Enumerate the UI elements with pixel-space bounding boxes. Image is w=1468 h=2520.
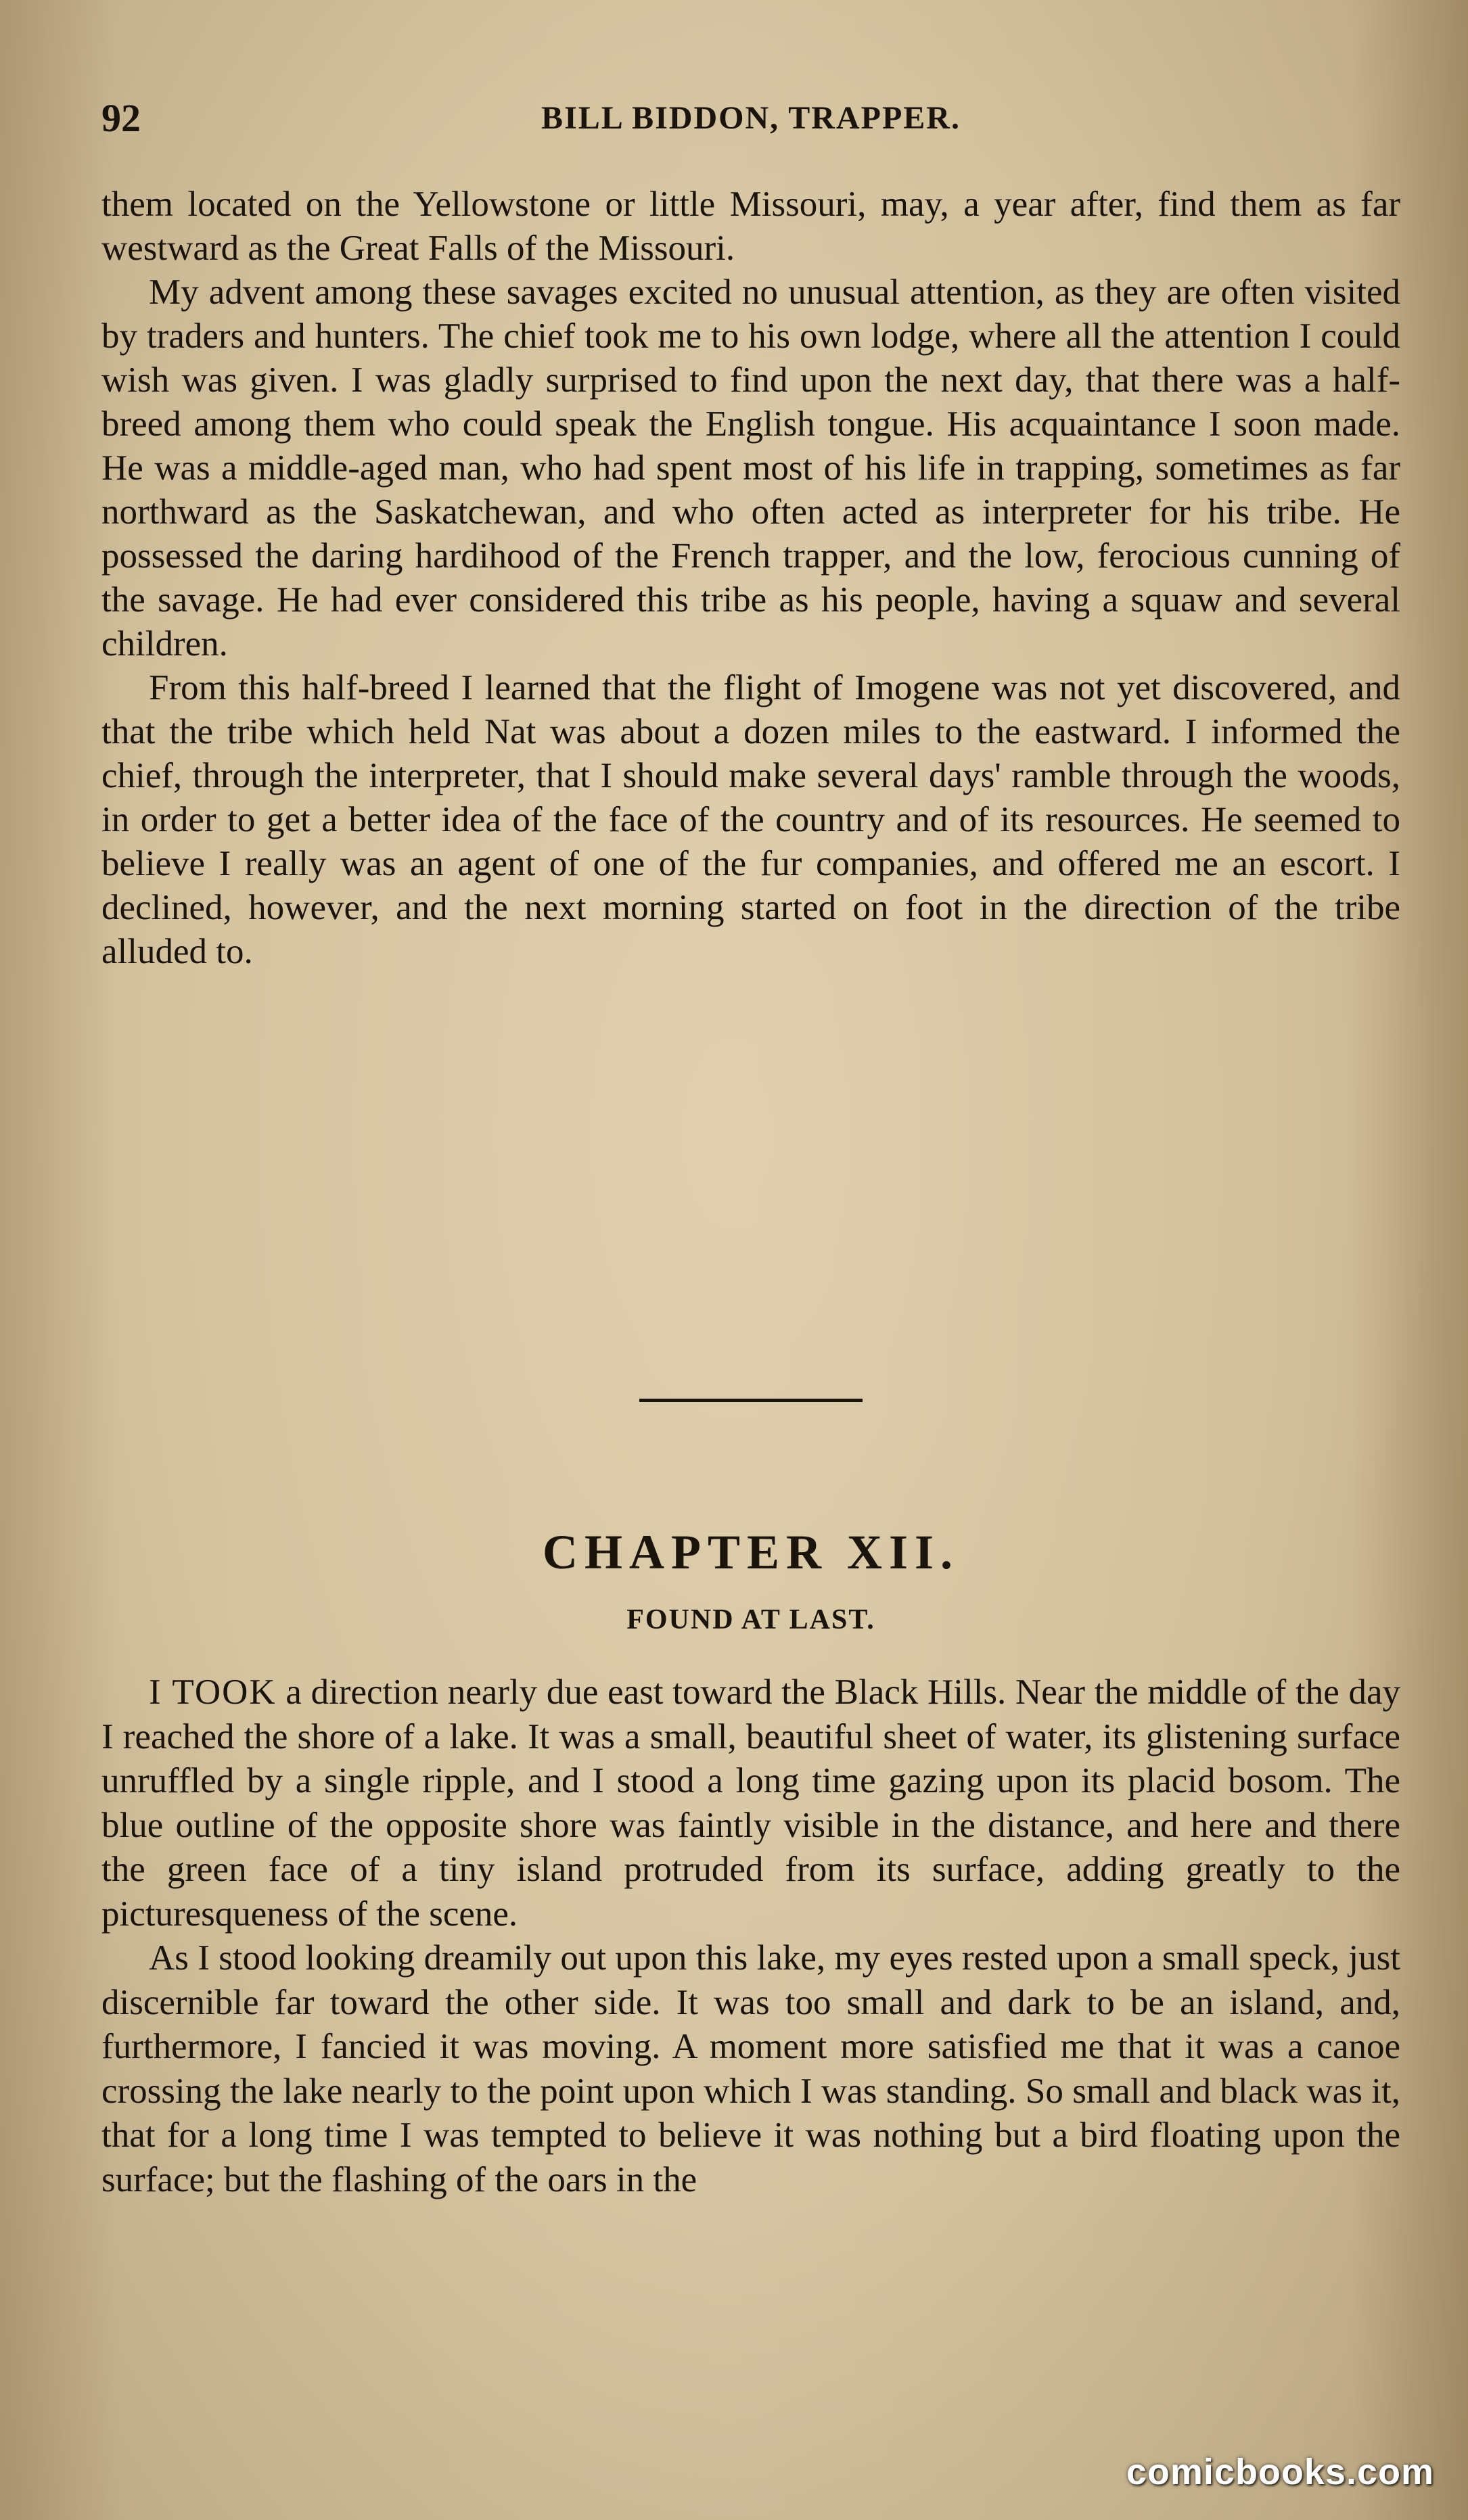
site-watermark: comicbooks.com xyxy=(1126,2452,1434,2492)
chapter-opening-rest: a direction nearly due east toward the Black Hills. Near the middle of the day I reached the shore of a lake. It was a small, beautiful sheet of water, its glistening surface unruffled by a single ripple, and I stood a long time gazing upon its placid bosom. The blue outline of the opposite shore was faintly visible in the distance, and here and there the green face of a tiny island protruded from its surface, adding greatly to the picturesqueness of the scene. xyxy=(101,1673,1400,1934)
chapter-title: CHAPTER XII. xyxy=(542,1525,960,1579)
paragraph-continuation: them located on the Yellowstone or little Missouri, may, a year after, find them as far westward as the Great Falls of the Missouri. xyxy=(101,185,1400,268)
paragraph-half-breed: From this half-breed I learned that the flight of Imogene was not yet discovered, and that the tribe which held Nat was about a dozen miles to the eastward. I informed the chief, through the interpreter, that I should make several days' ramble through the woods, in order to get a better idea of the face of the country and of its resources. He seemed to believe I really was an agent of one of the fur companies, and offered me an escort. I declined, however, and the next morning started on foot in the direction of the tribe alluded to. xyxy=(101,668,1400,971)
running-title: BILL BIDDON, TRAPPER. xyxy=(541,100,961,136)
paragraph-lake: As I stood looking dreamily out upon this lake, my eyes rested upon a small speck, just discernible far toward the other side. It was too small and dark to be an island, and, furthermore, I fancied it was moving. A moment more satisfied me that it was a canoe crossing the lake nearly to the point upon which I was standing. So small and black was it, that for a long time I was tempted to believe it was nothing but a bird floating upon the surface; but the flashing of the oars in the xyxy=(101,1938,1400,2199)
running-header xyxy=(101,88,1400,149)
paragraph-advent: My advent among these savages excited no unusual attention, as they are often visited by traders and hunters. The chief took me to his own lodge, where all the attention I could wish was given. I was gladly surprised to find upon the next day, that there was a half-breed among them who could speak the English tongue. His acquaintance I soon made. He was a middle-aged man, who had spent most of his life in trapping, sometimes as far northward as the Saskatchewan, and who often acted as interpreter for his tribe. He possessed the daring hardihood of the French trapper, and the low, ferocious cunning of the savage. He had ever considered this tribe as his people, having a squaw and several children. xyxy=(101,273,1400,663)
chapter-end-text xyxy=(101,183,1400,974)
page-number: 92 xyxy=(101,96,141,140)
section-divider-rule xyxy=(639,1399,863,1402)
chapter-text xyxy=(101,1671,1400,2202)
paragraph-chapter-opening xyxy=(101,1671,1400,1936)
chapter-opening-words: I TOOK xyxy=(149,1673,277,1712)
chapter-subtitle: FOUND AT LAST. xyxy=(626,1604,875,1635)
